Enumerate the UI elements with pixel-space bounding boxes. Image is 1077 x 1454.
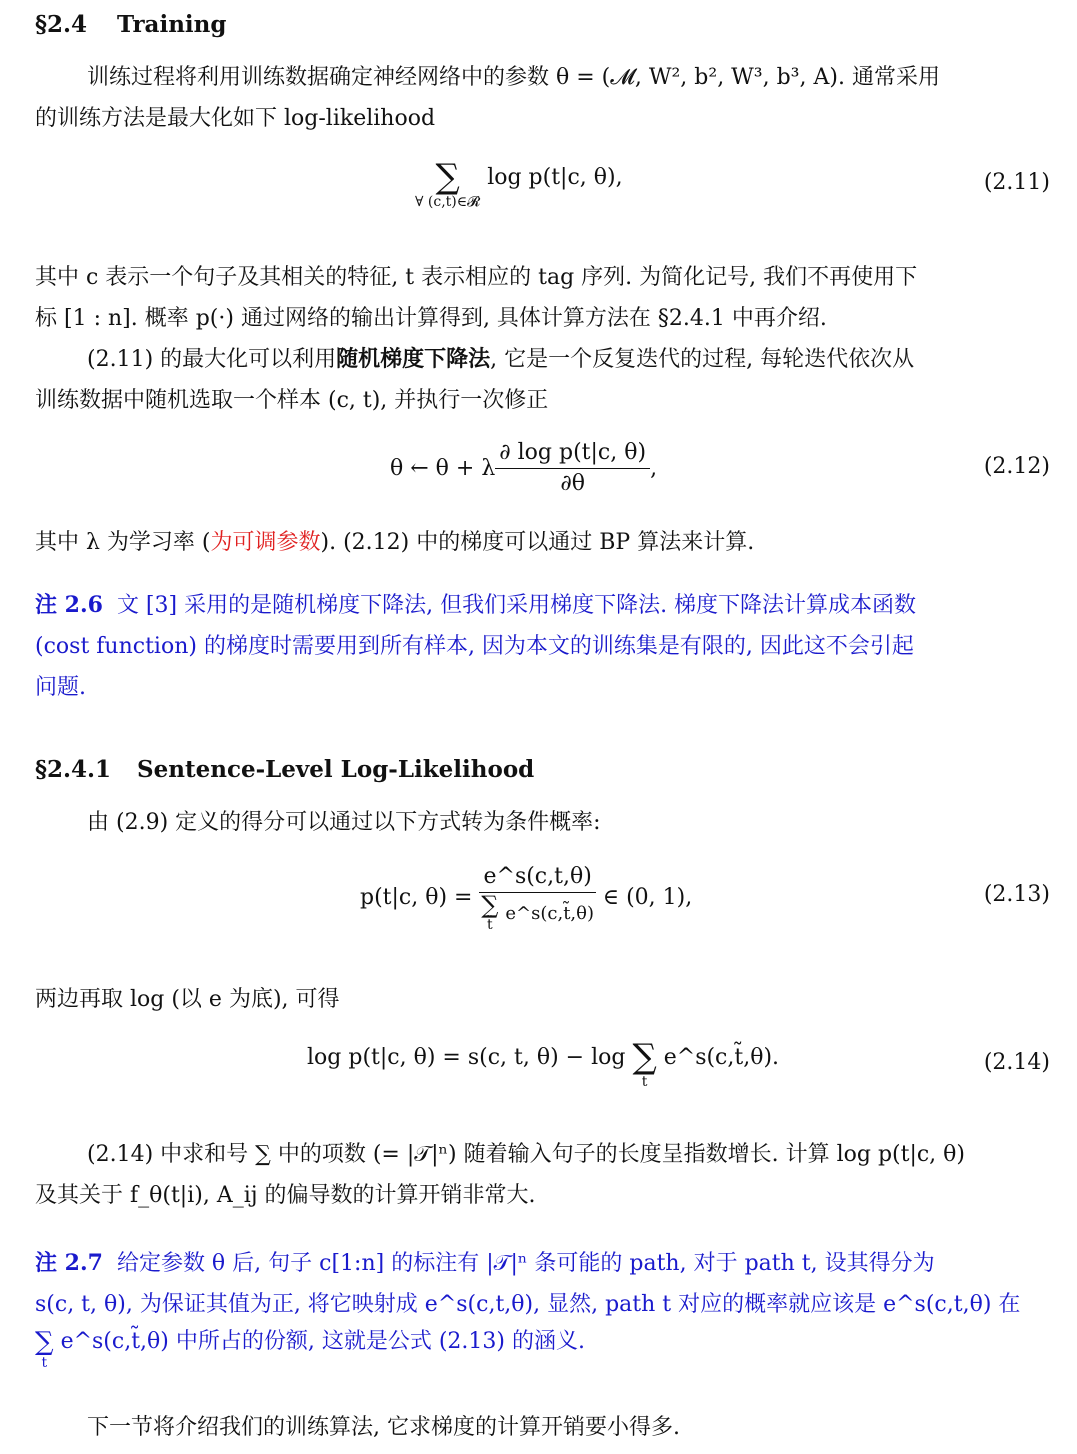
equation-2-14: [35, 1037, 1050, 1115]
paragraph-next: 下一节将介绍我们的训练算法, 它求梯度的计算开销要小得多.: [87, 1415, 680, 1440]
paragraph-notation: [35, 257, 1050, 339]
paragraph-line: [35, 1243, 1050, 1284]
equation-tail: ∈ (0, 1),: [602, 885, 693, 910]
summation-range: t̃: [487, 917, 493, 933]
emphasis-term: 随机梯度下降法: [336, 346, 491, 372]
paragraph-line: [35, 339, 1050, 380]
paragraph-intro: [35, 57, 1050, 139]
paragraph-conditional: 由 (2.9) 定义的得分可以通过以下方式转为条件概率:: [87, 810, 601, 835]
paragraph-line: 的训练方法是最大化如下 log-likelihood: [35, 106, 436, 131]
paragraph-cost: [35, 1134, 1050, 1216]
summation: ∑ t̃: [481, 891, 499, 933]
equation-expression: log p(t|c, θ),: [487, 164, 623, 190]
equation-2-12: [35, 438, 1050, 508]
text-run: 给定参数 θ 后, 句子 c[1:n] 的标注有 |𝒯|ⁿ 条可能的 path, 对于 path t, 设其得分为: [116, 1251, 935, 1276]
equation-number: (2.12): [983, 454, 1050, 479]
summation-range: ∀ (c,t)∈𝓡: [415, 194, 481, 210]
equation-tail: ,: [650, 456, 658, 481]
equation-body: [390, 438, 657, 499]
fraction: [479, 862, 595, 933]
section-heading: [35, 4, 1050, 45]
text-run: 其中 λ 为学习率 (: [35, 530, 211, 555]
equation-number: (2.11): [983, 170, 1050, 195]
subsection-title: Sentence-Level Log-Likelihood: [137, 756, 535, 783]
section-title: Training: [117, 11, 227, 38]
equation-body: [415, 157, 623, 210]
summation: ∑ t̃: [632, 1037, 657, 1090]
paragraph-line: 训练数据中随机选取一个样本 (c, t), 并执行一次修正: [35, 388, 549, 413]
equation-2-11: [35, 157, 1050, 235]
paragraph-log: 两边再取 log (以 e 为底), 可得: [35, 987, 340, 1012]
paragraph-line: 标 [1 : n]. 概率 p(·) 通过网络的输出计算得到, 具体计算方法在 §2.4.1 中再介绍.: [35, 306, 827, 331]
equation-body: [360, 862, 692, 933]
paragraph-line: 及其关于 f_θ(t|i), A_ij 的偏导数的计算开销非常大.: [35, 1183, 536, 1208]
denominator-term: e^s(c,t̃,θ): [505, 903, 595, 924]
paragraph-line: (2.14) 中求和号 ∑ 中的项数 (= |𝒯|ⁿ) 随着输入句子的长度呈指数增长. 计算 log p(t|c, θ): [87, 1142, 966, 1167]
text-run: e^s(c,t̃,θ) 中所占的份额, 这就是公式 (2.13) 的涵义.: [60, 1329, 585, 1354]
section-number: §2.4: [35, 11, 88, 38]
note-label: 注 2.7: [35, 1250, 103, 1276]
text-run: , 它是一个反复迭代的过程, 每轮迭代依次从: [490, 347, 915, 372]
fraction: [495, 438, 650, 499]
summation: ∑ ∀ (c,t)∈𝓡: [415, 157, 481, 210]
equation-lhs: θ ← θ + λ: [390, 456, 496, 481]
paragraph-line: s(c, t, θ), 为保证其值为正, 将它映射成 e^s(c,t,θ), 显然, path t 对应的概率就应该是 e^s(c,t,θ) 在: [35, 1292, 1021, 1317]
text-run: 文 [3] 采用的是随机梯度下降法, 但我们采用梯度下降法. 梯度下降法计算成本函数: [116, 593, 917, 618]
equation-lhs: p(t|c, θ) =: [360, 885, 473, 910]
equation-tail: e^s(c,t̃,θ).: [663, 1044, 780, 1070]
equation-number: (2.13): [983, 882, 1050, 907]
paragraph-learning-rate: [35, 522, 1050, 563]
summation-range: t̃: [641, 1074, 648, 1090]
paragraph-line: [35, 585, 1050, 626]
subsection-number: §2.4.1: [35, 756, 112, 783]
paragraph-line: 训练过程将利用训练数据确定神经网络中的参数 θ = (𝓜, W², b², W³, b³, A). 通常采用: [87, 65, 940, 90]
paragraph-line: 其中 c 表示一个句子及其相关的特征, t 表示相应的 tag 序列. 为简化记号, 我们不再使用下: [35, 265, 918, 290]
paragraph-line: [35, 1329, 1050, 1371]
numerator: ∂ log p(t|c, θ): [495, 438, 650, 469]
paragraph-sgd: [35, 339, 1050, 421]
paragraph-line: 问题.: [35, 675, 86, 700]
equation-2-13: [35, 862, 1050, 957]
highlight-text: 为可调参数: [210, 530, 321, 555]
paragraph-line: (cost function) 的梯度时需要用到所有样本, 因为本文的训练集是有限的, 因此这不会引起: [35, 634, 914, 659]
note-2-7: [35, 1243, 1050, 1371]
denominator: ∂θ: [560, 471, 585, 496]
summation-range: t̃: [41, 1355, 48, 1371]
denominator: [479, 893, 595, 933]
equation-number: (2.14): [983, 1050, 1050, 1075]
summation: ∑ t̃: [35, 1327, 54, 1371]
equation-lhs: log p(t|c, θ) = s(c, t, θ) − log: [307, 1044, 626, 1070]
text-run: ). (2.12) 中的梯度可以通过 BP 算法来计算.: [320, 530, 755, 555]
note-2-6: [35, 585, 1050, 708]
equation-body: [307, 1037, 780, 1090]
note-label: 注 2.6: [35, 592, 103, 618]
text-run: (2.11) 的最大化可以利用: [87, 347, 337, 372]
numerator: e^s(c,t,θ): [479, 862, 595, 893]
subsection-heading: [35, 749, 1050, 790]
